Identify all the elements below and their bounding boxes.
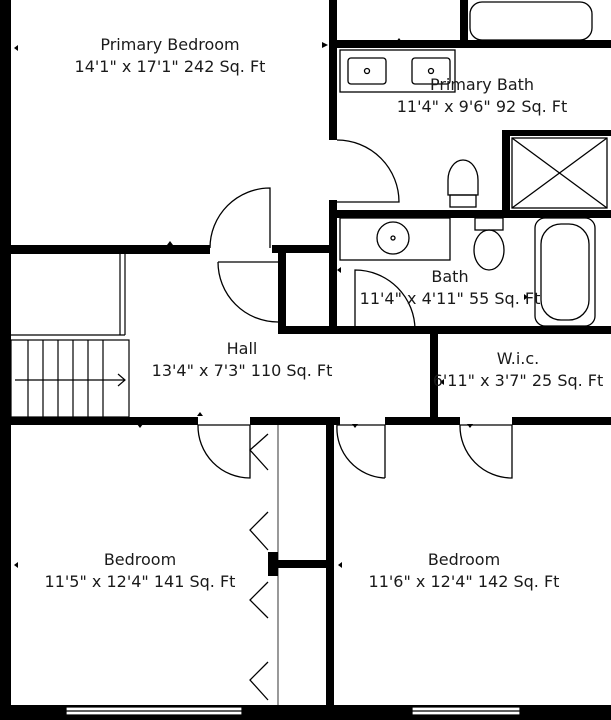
room-dimensions: 11'4" x 9'6" 92 Sq. Ft xyxy=(396,97,568,116)
wall-closet-divider xyxy=(272,560,332,568)
door-bedroom-left xyxy=(198,425,250,478)
room-dimensions: 11'6" x 12'4" 142 Sq. Ft xyxy=(368,572,560,591)
sink-1 xyxy=(348,58,386,84)
wall-bath-south xyxy=(278,326,611,334)
room-dimensions: 13'4" x 7'3" 110 Sq. Ft xyxy=(151,361,333,380)
room-label-primary-bath xyxy=(397,74,568,118)
room-name: W.i.c. xyxy=(496,349,540,368)
closet-door-2 xyxy=(250,512,268,550)
room-label-wic xyxy=(433,348,604,392)
wall-bath-west xyxy=(329,210,337,330)
room-label-bath xyxy=(360,266,541,310)
wall-primary-bath-south xyxy=(329,210,611,218)
room-name: Hall xyxy=(226,339,258,358)
room-name: Bedroom xyxy=(427,550,501,569)
wall-left-exterior xyxy=(0,0,11,720)
door-primary-bath xyxy=(337,140,399,202)
room-name: Primary Bath xyxy=(429,75,535,94)
door-hall-bath xyxy=(218,262,278,322)
door-primary-bedroom xyxy=(210,188,270,248)
room-label-primary-bedroom xyxy=(75,34,266,78)
room-name: Bedroom xyxy=(103,550,177,569)
room-dimensions: 11'5" x 12'4" 141 Sq. Ft xyxy=(44,572,236,591)
room-dimensions: 11'4" x 4'11" 55 Sq. Ft xyxy=(359,289,541,308)
sink-bath xyxy=(377,222,409,254)
room-dimensions: 14'1" x 17'1" 242 Sq. Ft xyxy=(74,57,266,76)
wall-shower-north xyxy=(502,130,611,136)
wall-primary-bedroom-east xyxy=(329,0,337,140)
wall-hall-south-1 xyxy=(0,417,198,425)
toilet-bath-tank xyxy=(475,218,503,230)
toilet-bath xyxy=(474,230,504,270)
wall-hall-south-3 xyxy=(385,417,460,425)
wall-top-closet-vertical xyxy=(460,0,468,48)
wall-top-closet xyxy=(329,40,611,48)
room-label-hall xyxy=(152,338,333,382)
room-label-bedroom-right xyxy=(369,549,560,593)
stairs xyxy=(11,254,129,417)
wall-bath-hall-divider xyxy=(278,250,286,332)
closet-door-3 xyxy=(250,582,268,618)
closet-door-4 xyxy=(250,662,268,700)
room-label-bedroom-left xyxy=(45,549,236,593)
tub-primary xyxy=(470,2,592,40)
wall-stair-top xyxy=(0,250,130,254)
toilet-primary xyxy=(448,160,478,195)
doors xyxy=(198,140,512,705)
wall-shower-west xyxy=(502,130,510,216)
room-dimensions: 6'11" x 3'7" 25 Sq. Ft xyxy=(432,371,604,390)
room-name: Primary Bedroom xyxy=(100,35,240,54)
wall-closet-post xyxy=(268,552,278,576)
door-wic xyxy=(460,425,512,478)
wall-hall-south-4 xyxy=(512,417,611,425)
stair-box xyxy=(11,340,129,417)
closet-door-1 xyxy=(250,434,268,470)
room-name: Bath xyxy=(431,267,469,286)
wall-hall-north xyxy=(130,250,210,254)
door-bedroom-right xyxy=(337,425,385,478)
